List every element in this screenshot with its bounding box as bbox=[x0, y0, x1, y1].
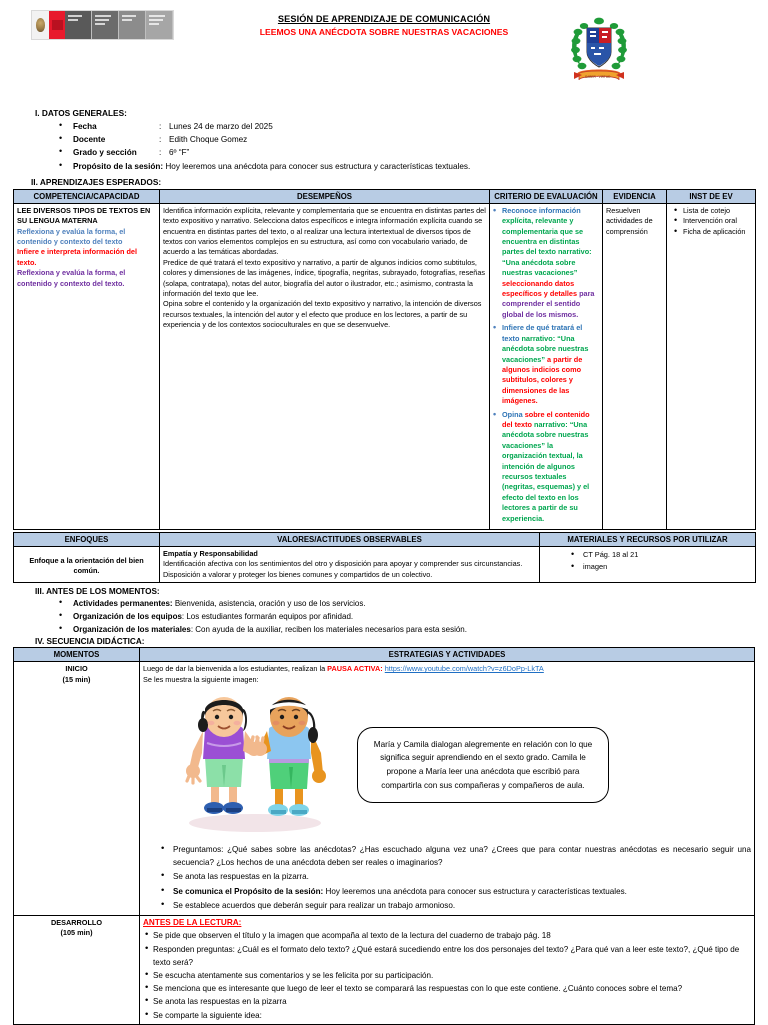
criterio-3-seg-1: Opina bbox=[502, 409, 525, 419]
valores-title: Empatía y Responsabilidad bbox=[163, 549, 258, 558]
desarrollo-bullet-6: • Se comparte la siguiente idea: bbox=[145, 1009, 751, 1022]
list-item-grado bbox=[59, 146, 755, 159]
cell-momento-desarrollo bbox=[14, 916, 140, 1025]
desempeno-paragraph-3: Opina sobre el contenido y la organización del texto expositivo y narrativo, la intención de diversos recursos textuales, la intención del autor y el efecto que produce en los lectores, a partir de su experiencia y de los contextos socioculturales en que se desenvuelve. bbox=[163, 299, 482, 330]
material-item-1: • CT Pág. 18 al 21 bbox=[571, 549, 752, 561]
document-title: SESIÓN DE APRENDIZAJE DE COMUNICACIÓN bbox=[277, 14, 491, 24]
col-enfoques: ENFOQUES bbox=[14, 533, 160, 547]
table-row bbox=[14, 547, 756, 583]
label-proposito: Propósito de la sesión: bbox=[73, 161, 164, 171]
antes-momentos-list bbox=[13, 597, 755, 636]
label-docente: Docente bbox=[73, 135, 106, 145]
inst-ev-item-2: • Intervención oral bbox=[674, 216, 752, 227]
cell-actividades-desarrollo bbox=[140, 916, 755, 1025]
col-evidencia: EVIDENCIA bbox=[603, 189, 667, 203]
inicio-intro-post: Se les muestra la siguiente imagen: bbox=[143, 674, 259, 684]
cell-valores bbox=[160, 547, 540, 583]
inicio-bullet-list bbox=[143, 843, 751, 912]
inicio-intro-pre: Luego de dar la bienvenida a los estudiantes, realizan la bbox=[143, 664, 328, 674]
momento-desarrollo-tiempo: (105 min) bbox=[60, 928, 93, 938]
cell-criterio bbox=[490, 203, 603, 529]
secuencia-table bbox=[13, 647, 755, 1025]
antes-de-la-lectura-heading: ANTES DE LA LECTURA: bbox=[143, 918, 242, 928]
table-row-inicio bbox=[14, 662, 755, 916]
col-materiales: MATERIALES Y RECURSOS POR UTILIZAR bbox=[540, 533, 756, 547]
speech-bubble: María y Camila dialogan alegremente en relación con lo que significa seguir aprendiendo en el sexto grado. Camila le propone a María leer una anécdota que escribió para compartirla con sus compañeras y compañeros de aula. bbox=[357, 727, 609, 803]
criterio-item-3 bbox=[493, 410, 599, 524]
title-area bbox=[13, 14, 755, 37]
cell-enfoque: Enfoque a la orientación del bien común. bbox=[14, 547, 160, 583]
criterio-list bbox=[493, 206, 599, 524]
col-momentos: MOMENTOS bbox=[14, 648, 140, 662]
inicio-bullet-1: • Preguntamos: ¿Qué sabes sobre las anécdotas? ¿Has escuchado alguna vez una? ¿Crees que para contar nuestras anécdotas es necesario seguir una secuencia? ¿Los hechos de una anécdota deben ser reales o imaginarios? bbox=[161, 843, 751, 869]
inst-ev-list bbox=[670, 206, 752, 238]
list-item-fecha bbox=[59, 120, 755, 133]
cell-momento-inicio bbox=[14, 662, 140, 916]
value-docente: Edith Choque Gomez bbox=[169, 135, 248, 145]
inicio-bullet-3-label: Se comunica el Propósito de la sesión: bbox=[173, 886, 324, 896]
desarrollo-bullet-3: • Se escucha atentamente sus comentarios y se les felicita por su participación. bbox=[145, 969, 751, 982]
criterio-1-seg-4: para comprender el sentido global de los mismos. bbox=[502, 289, 595, 319]
valores-text-2: Disposición a valorar y proteger los bienes comunes y compartidos de un colectivo. bbox=[163, 569, 433, 579]
desarrollo-bullet-2: • Responden preguntas: ¿Cuál es el formato delo texto? ¿Qué estará sucediendo entre los dos personajes del texto? ¿Para qué van a leer este texto?, ¿Qué tipo de texto será? bbox=[145, 943, 751, 969]
sep-docente: : bbox=[159, 135, 162, 145]
inicio-bullet-3-text: Hoy leeremos una anécdota para conocer sus estructura y características textuales. bbox=[323, 886, 627, 896]
am-value-materiales: : Con ayuda de la auxiliar, reciben los materiales necesarios para esta sesión. bbox=[190, 625, 467, 635]
am-item-actividades bbox=[59, 597, 755, 610]
materiales-list bbox=[543, 549, 752, 573]
criterio-2-seg-3: a partir de algunos indicios como subtitulos, colores y dimensiones de las imágenes. bbox=[502, 354, 583, 406]
competencia-capacidad-3: Reflexiona y evalúa la forma, el contenido y contexto del texto. bbox=[17, 268, 126, 288]
section-heading-datos-generales: I. DATOS GENERALES: bbox=[35, 108, 127, 118]
enfoques-table bbox=[13, 532, 756, 583]
table-row-desarrollo bbox=[14, 916, 755, 1025]
inst-ev-item-3: • Ficha de aplicación bbox=[674, 227, 752, 238]
desempeno-paragraph-2: Predice de qué tratará el texto expositivo y narrativo, a partir de algunos indicios como subtitulos, colores y dimensiones de las imágenes, índice, tipografía, negritas, subrayado, fotografías, reseñas (solapa, contratapa), notas del autor, biografía del autor o ilustrador, etc.; asimismo, contrasta la información del texto que lee. bbox=[163, 257, 486, 299]
cell-desempenos bbox=[160, 203, 490, 529]
girl-right bbox=[251, 697, 326, 816]
inicio-intro-line bbox=[143, 664, 751, 674]
inicio-bullet-2: • Se anota las respuestas en la pizarra. bbox=[161, 870, 751, 883]
list-item-docente bbox=[59, 133, 755, 146]
desarrollo-bullet-5: • Se anota las respuestas en la pizarra bbox=[145, 995, 751, 1008]
table-header-row bbox=[14, 533, 756, 547]
document-subtitle: LEEMOS UNA ANÉCDOTA SOBRE NUESTRAS VACACIONES bbox=[259, 27, 509, 37]
competencia-title: LEE DIVERSOS TIPOS DE TEXTOS EN SU LENGUA MATERNA bbox=[17, 205, 151, 226]
table-header-row bbox=[14, 648, 755, 662]
criterio-1-seg-1: Reconoce información bbox=[502, 205, 581, 215]
col-inst-ev: INST DE EV bbox=[667, 189, 756, 203]
am-label-materiales: Organización de los materiales bbox=[73, 625, 191, 635]
criterio-3-seg-2: sobre el contenido del texto bbox=[502, 409, 590, 429]
col-competencia: COMPETENCIA/CAPACIDAD bbox=[14, 189, 160, 203]
col-criterio: CRITERIO DE EVALUACIÓN bbox=[490, 189, 603, 203]
desarrollo-bullet-4: • Se menciona que es interesante que luego de leer el texto se comparará las respuestas con lo que este contiene. ¿Cuánto conoces sobre el tema? bbox=[145, 982, 751, 995]
cell-actividades-inicio bbox=[140, 662, 755, 916]
inicio-bullet-4: • Se establece acuerdos que deberán seguir para realizar un trabajo armonioso. bbox=[161, 899, 751, 912]
table-header-row bbox=[14, 189, 756, 203]
desempeno-paragraph-1: Identifica información explícita, relevante y complementaria que se encuentra en distintas partes del texto expositivo y narrativo. Selecciona datos específicos e integra información explícita cuando se encuentra en distintas partes del texto, o al realizar una lectura intertextual de diversos tipos de textos con varios elementos complejos en su estructura, así como con vocabulario variado, de acuerdo a las temáticas abordadas. bbox=[163, 205, 486, 257]
table-row bbox=[14, 203, 756, 529]
section-heading-secuencia: IV. SECUENCIA DIDÁCTICA: bbox=[35, 637, 145, 647]
sep-grado: : bbox=[159, 148, 162, 158]
criterio-item-1 bbox=[493, 206, 599, 320]
illustration-row bbox=[143, 695, 751, 835]
material-item-2: • imagen bbox=[571, 561, 752, 573]
desarrollo-bullet-1: • Se pide que observen el título y la imagen que acompaña al texto de la lectura del cuaderno de trabajo pág. 18 bbox=[145, 929, 751, 942]
pausa-activa-label: PAUSA ACTIVA: bbox=[327, 664, 383, 674]
datos-generales-list bbox=[13, 120, 755, 173]
competencia-capacidad-2: Infiere e interpreta información del texto. bbox=[17, 247, 138, 267]
criterio-1-seg-2: explícita, relevante y complementaria que se encuentra en distintas partes del texto narrativo: “Una anécdota sobre nuestras vacaciones” bbox=[502, 216, 592, 278]
competencia-capacidad-1: Reflexiona y evalúa la forma, el contenido y contexto del texto bbox=[17, 226, 126, 247]
momento-inicio-label: INICIO bbox=[65, 664, 88, 674]
momento-inicio-tiempo: (15 min) bbox=[62, 674, 91, 684]
document-header bbox=[13, 8, 755, 104]
sep-fecha: : bbox=[159, 122, 162, 131]
momento-desarrollo-label: DESARROLLO bbox=[50, 918, 103, 928]
label-fecha: Fecha bbox=[73, 122, 97, 131]
cell-inst-ev bbox=[667, 203, 756, 529]
col-desempenos: DESEMPEÑOS bbox=[160, 189, 490, 203]
am-value-equipos: : Los estudiantes formarán equipos por afinidad. bbox=[181, 612, 354, 622]
value-grado: 6º “F” bbox=[169, 148, 190, 158]
col-valores: VALORES/ACTITUDES OBSERVABLES bbox=[160, 533, 540, 547]
am-value-actividades: Bienvenida, asistencia, oración y uso de los servicios. bbox=[172, 599, 366, 609]
cell-evidencia: Resuelven actividades de comprensión bbox=[603, 203, 667, 529]
cell-competencia bbox=[14, 203, 160, 529]
inst-ev-item-1: • Lista de cotejo bbox=[674, 206, 752, 217]
value-proposito: Hoy leeremos una anécdota para conocer sus estructura y características textuales. bbox=[165, 161, 471, 171]
am-item-materiales bbox=[59, 623, 755, 636]
section-heading-antes-momentos: III. ANTES DE LOS MOMENTOS: bbox=[35, 587, 160, 597]
youtube-link[interactable]: https://www.youtube.com/watch?v=z6DoPp-LkTA bbox=[384, 664, 544, 674]
antes-momentos-section bbox=[13, 587, 755, 646]
school-emblem-icon bbox=[565, 12, 633, 88]
valores-text-1: Identificación afectiva con los sentimientos del otro y disposición para apoyar y comprender sus circunstancias. bbox=[163, 559, 523, 569]
label-grado: Grado y sección bbox=[73, 148, 137, 158]
section-heading-aprendizajes: II. APRENDIZAJES ESPERADOS: bbox=[31, 176, 162, 187]
girl-left bbox=[186, 697, 263, 814]
am-label-equipos: Organización de los equipos bbox=[73, 612, 182, 622]
criterio-1-seg-3: seleccionando datos específicos y detalles bbox=[502, 278, 580, 299]
criterio-3-seg-3: narrativo: “Una anécdota sobre nuestras vacaciones” la organización textual, la intención de algunos recursos textuales (negritas, esquemas) y el efecto del texto en los lectores a partir de su experiencia. bbox=[502, 419, 590, 523]
desarrollo-bullet-list bbox=[143, 929, 751, 1021]
value-fecha: Lunes 24 de marzo del 2025 bbox=[169, 122, 273, 131]
am-item-equipos bbox=[59, 610, 755, 623]
col-estrategias: ESTRATEGIAS Y ACTIVIDADES bbox=[140, 648, 755, 662]
list-item-proposito bbox=[59, 160, 755, 173]
criterio-item-2 bbox=[493, 323, 599, 406]
inicio-bullet-3 bbox=[161, 885, 751, 898]
criterio-2-seg-2: narrativo: “Una anécdota sobre nuestras vacaciones” bbox=[502, 333, 589, 364]
aprendizajes-table bbox=[13, 189, 756, 530]
svg-text:SABER · VIRTUD: SABER · VIRTUD bbox=[585, 75, 611, 79]
criterio-2-seg-1: Infiere de qué tratará el texto bbox=[502, 323, 583, 343]
two-girls-high-five-illustration bbox=[167, 695, 343, 835]
cell-materiales bbox=[540, 547, 756, 583]
am-label-actividades: Actividades permanentes: bbox=[73, 599, 173, 609]
